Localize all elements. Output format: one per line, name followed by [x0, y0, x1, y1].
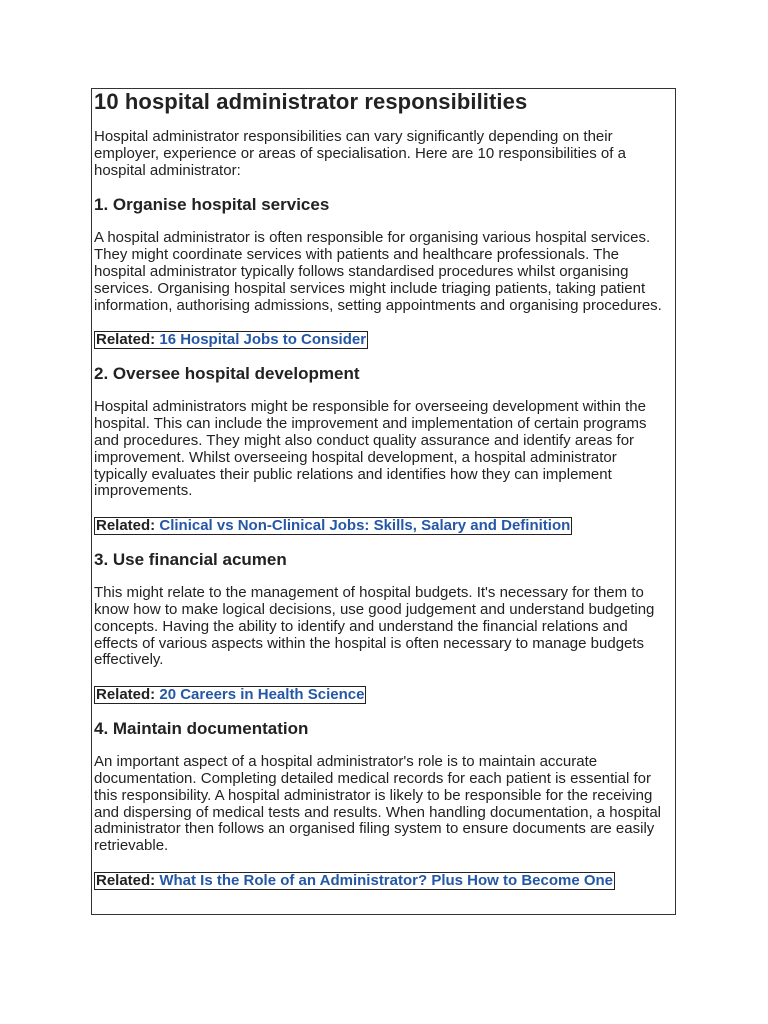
section-body: A hospital administrator is often responsible for organising various hospital services. They might coordinate services with patients and healthcare professionals. The hospital administrator typically follows standardised procedures whilst organising services. Organising hospital services might include triaging patients, taking patient information, authorising admissions, setting appointments and organising procedures. — [94, 229, 662, 314]
related-box — [94, 517, 572, 535]
related-label: Related: — [96, 331, 160, 349]
related-row — [94, 517, 673, 535]
related-row — [94, 872, 673, 890]
document-frame — [91, 88, 676, 915]
related-label: Related: — [96, 686, 160, 704]
related-link[interactable]: 20 Careers in Health Science — [159, 686, 365, 704]
section-heading: 2. Oversee hospital development — [94, 364, 360, 384]
section-body: An important aspect of a hospital administrator's role is to maintain accurate documentation. Completing detailed medical records for each patient is essential for this responsibility. A hospital administrator is likely to be responsible for the receiving and dispersing of medical tests and results. When handling documentation, a hospital administrator then follows an organised filing system to ensure documents are easily retrievable. — [94, 753, 662, 855]
related-box — [94, 331, 368, 349]
page-title: 10 hospital administrator responsibilities — [94, 89, 528, 114]
related-link[interactable]: What Is the Role of an Administrator? Plus How to Become One — [159, 871, 614, 889]
related-box — [94, 686, 366, 704]
intro-paragraph: Hospital administrator responsibilities can vary significantly depending on their employer, experience or areas of specialisation. Here are 10 responsibilities of a hospital administrator: — [94, 128, 626, 179]
related-box — [94, 872, 615, 890]
section-heading: 4. Maintain documentation — [94, 719, 309, 739]
section-heading: 3. Use financial acumen — [94, 550, 287, 570]
related-label: Related: — [96, 517, 160, 535]
related-label: Related: — [96, 871, 160, 889]
section-body: Hospital administrators might be responsible for overseeing development within the hospital. This can include the improvement and implementation of certain programs and procedures. They might also conduct quality assurance and identify areas for improvement. Whilst overseeing hospital development, a hospital administrator typically evaluates their public relations and identifies how they can implement improvements. — [94, 398, 647, 500]
related-row — [94, 331, 673, 349]
related-link[interactable]: 16 Hospital Jobs to Consider — [159, 331, 367, 349]
related-row — [94, 686, 673, 704]
related-link[interactable]: Clinical vs Non-Clinical Jobs: Skills, Salary and Definition — [159, 517, 571, 535]
section-body: This might relate to the management of hospital budgets. It's necessary for them to know how to make logical decisions, use good judgement and understand budgeting concepts. Having the ability to identify and understand the financial relations and effects of various aspects within the hospital is often necessary to manage budgets effectively. — [94, 584, 655, 669]
section-heading: 1. Organise hospital services — [94, 195, 330, 215]
